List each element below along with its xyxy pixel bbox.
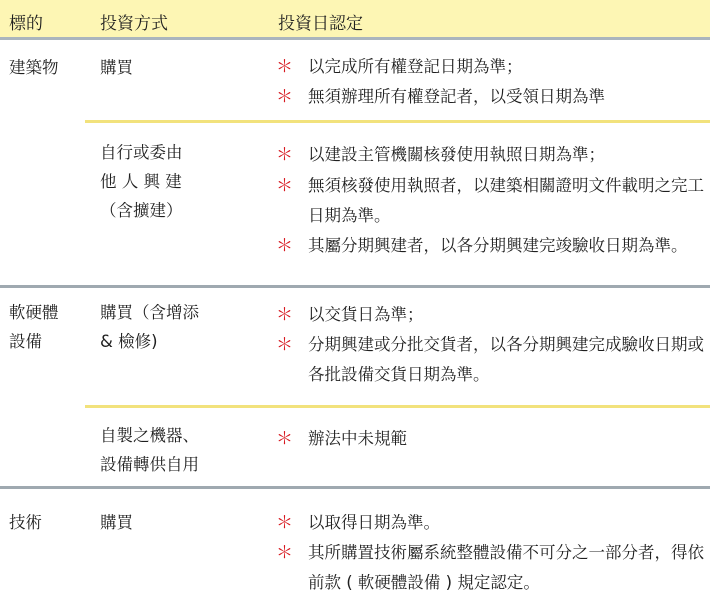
rule-text: 以完成所有權登記日期為準； xyxy=(308,57,523,76)
subject-technology: 技術 xyxy=(9,513,42,532)
method-technology-purchase: 購買 xyxy=(100,513,133,532)
bullet-star: ＊ xyxy=(276,543,293,563)
bullet-star: ＊ xyxy=(276,87,293,107)
method-line: 自製之機器、 xyxy=(100,426,199,445)
bullet-star: ＊ xyxy=(276,176,293,196)
subject-line: 設備 xyxy=(9,332,42,351)
rule-text: 辦法中未規範 xyxy=(308,429,407,448)
row-divider xyxy=(85,120,710,123)
header-investment-date: 投資日認定 xyxy=(278,14,363,34)
bullet-star: ＊ xyxy=(276,236,293,256)
method-building-purchase: 購買 xyxy=(100,58,133,77)
method-equipment-self-made xyxy=(100,421,199,479)
subject-equipment xyxy=(9,298,59,356)
rule-text: 無須辦理所有權登記者，以受領日期為準 xyxy=(308,87,605,106)
method-line: 自行或委由 xyxy=(100,143,183,162)
bullet-star: ＊ xyxy=(276,305,293,325)
rule-text: 無須核發使用執照者，以建築相關證明文件載明之完工日期為準。 xyxy=(308,176,704,225)
section-divider xyxy=(0,285,710,288)
method-line: 他 人 興 建 xyxy=(100,172,182,191)
method-line: （含擴建） xyxy=(100,201,183,220)
header-method: 投資方式 xyxy=(100,14,168,34)
section-divider xyxy=(0,486,710,489)
rule-text: 其屬分期興建者，以各分期興建完竣驗收日期為準。 xyxy=(308,236,688,255)
bullet-star: ＊ xyxy=(276,57,293,77)
bullet-star: ＊ xyxy=(276,145,293,165)
method-line: & 檢修) xyxy=(100,332,158,351)
bullet-star: ＊ xyxy=(276,335,293,355)
subject-building: 建築物 xyxy=(9,58,59,77)
bullet-star: ＊ xyxy=(276,429,293,449)
subject-line: 軟硬體 xyxy=(9,303,59,322)
rule-text: 以交貨日為準； xyxy=(308,305,424,324)
method-building-self-built xyxy=(100,138,183,225)
row-divider xyxy=(85,405,710,408)
method-line: 設備轉供自用 xyxy=(100,455,199,474)
header-subject: 標的 xyxy=(9,14,43,34)
method-line: 購買（含增添 xyxy=(100,303,199,322)
bullet-star: ＊ xyxy=(276,513,293,533)
rule-text: 分期興建或分批交貨者，以各分期興建完成驗收日期或各批設備交貨日期為準。 xyxy=(308,335,704,384)
table-header xyxy=(0,0,710,40)
rule-text: 以取得日期為準。 xyxy=(308,513,440,532)
rule-text: 其所購置技術屬系統整體設備不可分之一部分者，得依前款 ( 軟硬體設備 ) 規定認定。 xyxy=(308,543,704,592)
method-equipment-purchase xyxy=(100,298,199,356)
rule-text: 以建設主管機關核發使用執照日期為準； xyxy=(308,145,605,164)
